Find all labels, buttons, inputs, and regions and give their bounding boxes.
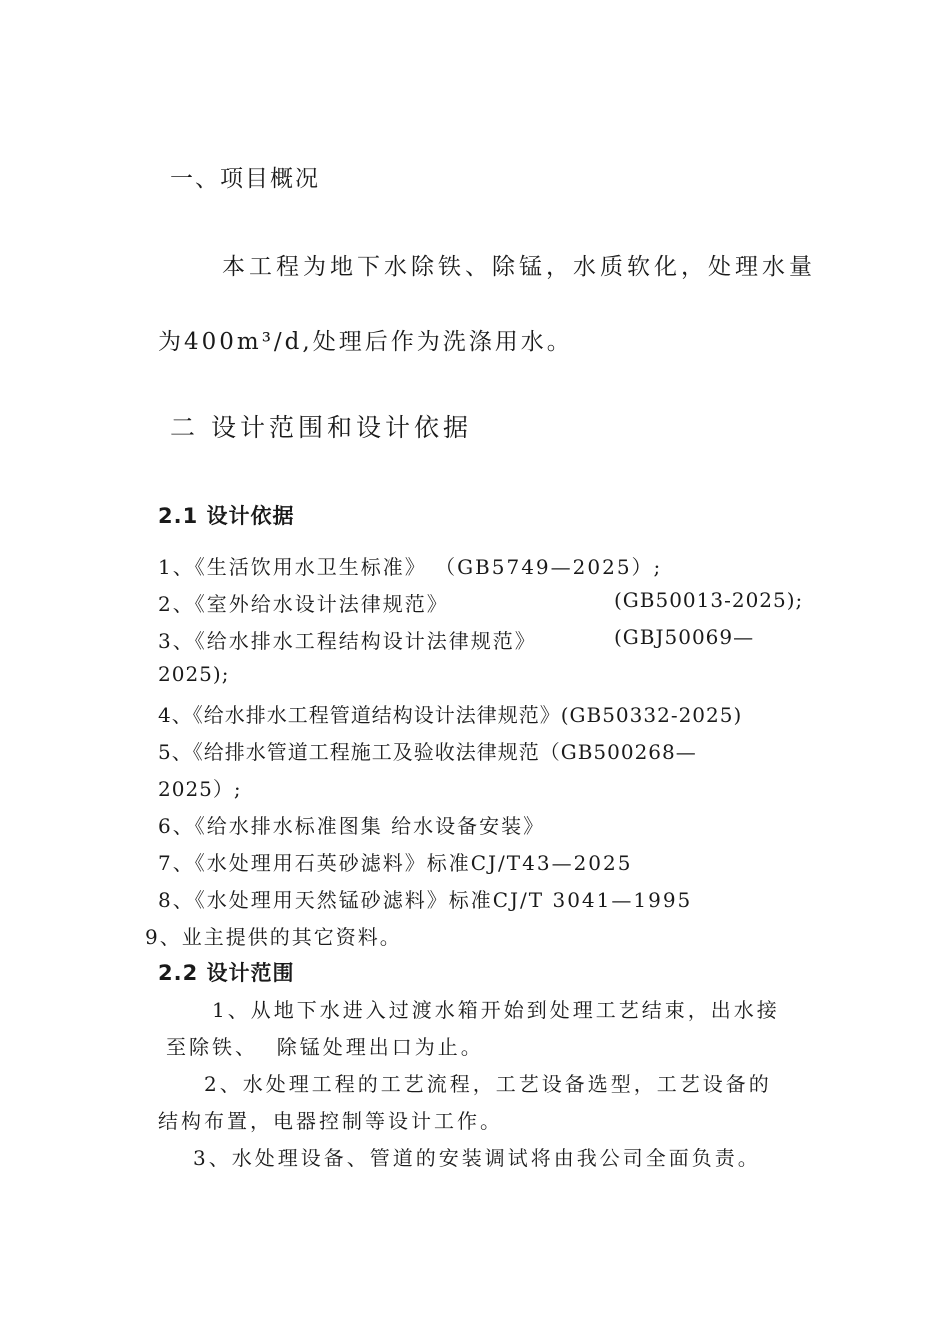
reference-item-2: 2、《室外给水设计法律规范》 — [158, 592, 449, 616]
section-1-paragraph-line-2: 为400m³/d,处理后作为洗涤用水。 — [158, 329, 573, 355]
reference-item-9: 9、业主提供的其它资料。 — [145, 925, 402, 949]
section-2-heading: 二 设计范围和设计依据 — [170, 413, 472, 442]
reference-item-3-continued: 2025); — [158, 662, 230, 686]
reference-item-1: 1、《生活饮用水卫生标准》 （GB5749—2025）; — [158, 555, 663, 579]
reference-item-3-code: (GBJ50069— — [614, 625, 755, 649]
scope-line-4: 结构布置，电器控制等设计工作。 — [158, 1109, 503, 1133]
scope-line-3: 2、水处理工程的工艺流程，工艺设备选型，工艺设备的 — [204, 1072, 772, 1096]
scope-line-2: 至除铁、 除锰处理出口为止。 — [166, 1035, 484, 1059]
scope-line-5: 3、水处理设备、管道的安装调试将由我公司全面负责。 — [193, 1146, 761, 1170]
reference-item-3: 3、《给水排水工程结构设计法律规范》 — [158, 629, 537, 653]
reference-item-8: 8、《水处理用天然锰砂滤料》标准CJ/T 3041—1995 — [158, 888, 693, 912]
scope-line-1: 1、从地下水进入过渡水箱开始到处理工艺结束，出水接 — [212, 998, 780, 1022]
section-1-heading: 一、项目概况 — [170, 166, 320, 192]
reference-item-5: 5、《给排水管道工程施工及验收法律规范（GB500268— — [158, 740, 697, 764]
subsection-2-2-heading: 2.2 设计范围 — [158, 961, 295, 985]
reference-item-2-code: (GB50013-2025); — [614, 588, 804, 612]
reference-item-4: 4、《给水排水工程管道结构设计法律规范》(GB50332-2025) — [158, 703, 743, 727]
reference-item-7: 7、《水处理用石英砂滤料》标准CJ/T43—2025 — [158, 851, 633, 875]
reference-item-6: 6、《给水排水标准图集 给水设备安装》 — [158, 814, 546, 838]
reference-item-5-continued: 2025）; — [158, 777, 242, 801]
subsection-2-1-heading: 2.1 设计依据 — [158, 504, 295, 528]
section-1-paragraph-line-1: 本工程为地下水除铁、除锰，水质软化，处理水量 — [222, 254, 816, 280]
